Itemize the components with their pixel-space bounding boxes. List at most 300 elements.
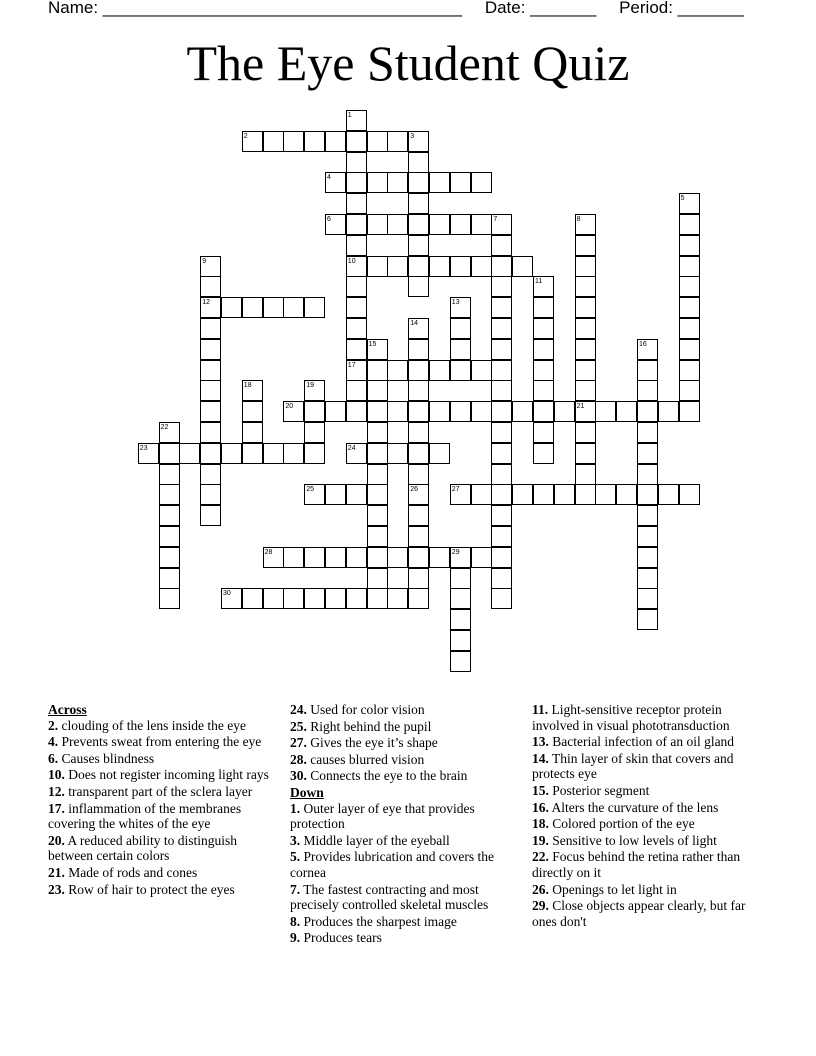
across-heading: Across	[48, 702, 87, 717]
crossword-cell[interactable]	[304, 422, 325, 443]
clue-number-label: 29	[451, 548, 460, 556]
down-clue	[532, 898, 764, 929]
crossword-cell[interactable]	[408, 152, 429, 173]
crossword-cell[interactable]	[533, 360, 554, 381]
crossword-cell[interactable]	[304, 443, 325, 464]
clue-number-label: 15	[368, 340, 377, 348]
crossword-cell[interactable]	[242, 422, 263, 443]
crossword-cell[interactable]	[429, 172, 450, 193]
clue-text: Posterior segment	[548, 782, 650, 798]
crossword-cell[interactable]	[179, 443, 200, 464]
crossword-cell[interactable]	[367, 214, 388, 235]
clue-number: 14.	[532, 750, 549, 766]
across-clue	[48, 882, 273, 898]
crossword-cell[interactable]	[200, 484, 221, 505]
crossword-cell[interactable]	[575, 339, 596, 360]
clue-text: transparent part of the sclera layer	[64, 783, 253, 799]
clue-number: 30.	[290, 768, 307, 784]
crossword-cell[interactable]	[221, 443, 242, 464]
crossword-cell[interactable]	[533, 422, 554, 443]
crossword-cell[interactable]	[637, 609, 658, 630]
crossword-cell[interactable]	[367, 172, 388, 193]
crossword-cell[interactable]	[450, 568, 471, 589]
crossword-cell[interactable]	[595, 401, 616, 422]
crossword-cell[interactable]	[491, 505, 512, 526]
down-clue	[290, 882, 518, 913]
crossword-cell[interactable]	[325, 588, 346, 609]
crossword-cell[interactable]	[429, 214, 450, 235]
crossword-cell[interactable]	[533, 339, 554, 360]
crossword-cell[interactable]	[200, 318, 221, 339]
crossword-cell[interactable]	[346, 235, 367, 256]
crossword-cell[interactable]	[408, 443, 429, 464]
crossword-cell[interactable]	[637, 422, 658, 443]
across-clue	[290, 768, 518, 784]
clue-number: 21.	[48, 864, 65, 880]
clue-text: Outer layer of eye that provides protection	[290, 800, 475, 832]
crossword-cell[interactable]	[679, 401, 700, 422]
crossword-cell[interactable]	[346, 339, 367, 360]
crossword-cell[interactable]	[408, 235, 429, 256]
clue-text: Produces tears	[300, 930, 382, 946]
crossword-cell[interactable]	[346, 588, 367, 609]
clue-number-label: 23	[139, 444, 148, 452]
crossword-cell[interactable]	[283, 297, 304, 318]
clue-number-label: 5	[680, 195, 685, 203]
clue-text: Colored portion of the eye	[548, 816, 695, 832]
clue-number: 20.	[48, 832, 65, 848]
name-field[interactable]: Name: ______________________________________	[48, 0, 463, 17]
crossword-cell[interactable]	[679, 339, 700, 360]
clue-text: Light-sensitive receptor protein involved in visual phototransduction	[532, 702, 730, 733]
crossword-cell[interactable]	[429, 401, 450, 422]
crossword-cell[interactable]	[575, 297, 596, 318]
crossword-cell[interactable]	[491, 401, 512, 422]
crossword-cell[interactable]	[637, 380, 658, 401]
crossword-cell[interactable]	[491, 276, 512, 297]
crossword-cell[interactable]	[554, 401, 575, 422]
crossword-cell[interactable]	[367, 547, 388, 568]
crossword-cell[interactable]	[283, 131, 304, 152]
page-title: The Eye Student Quiz	[186, 35, 630, 91]
clue-number: 19.	[532, 832, 549, 848]
crossword-cell[interactable]	[304, 547, 325, 568]
crossword-cell[interactable]	[450, 609, 471, 630]
crossword-cell[interactable]	[575, 318, 596, 339]
crossword-cell[interactable]	[242, 401, 263, 422]
crossword-cell[interactable]	[346, 172, 367, 193]
clue-text: Used for color vision	[306, 702, 425, 717]
crossword-cell[interactable]	[637, 547, 658, 568]
date-field[interactable]: Date: _______	[484, 0, 597, 17]
crossword-cell[interactable]	[679, 318, 700, 339]
crossword-cell[interactable]	[200, 505, 221, 526]
clue-number-label: 19	[306, 382, 314, 390]
clue-number: 29.	[532, 898, 549, 914]
crossword-cell[interactable]	[450, 630, 471, 651]
clue-number-label: 7	[493, 216, 498, 223]
crossword-cell[interactable]	[387, 256, 408, 277]
crossword-cell[interactable]	[512, 256, 533, 277]
crossword-cell[interactable]	[450, 651, 471, 672]
crossword-cell[interactable]	[658, 484, 679, 505]
clue-number: 26.	[532, 881, 549, 897]
crossword-cell[interactable]	[367, 360, 388, 381]
clue-number-label: 6	[327, 216, 331, 223]
clue-number: 22.	[532, 849, 549, 865]
crossword-cell[interactable]	[575, 276, 596, 297]
crossword-cell[interactable]	[408, 360, 429, 381]
crossword-cell[interactable]	[367, 401, 388, 422]
crossword-cell[interactable]	[575, 443, 596, 464]
clue-column-1	[48, 702, 273, 898]
crossword-cell[interactable]	[679, 276, 700, 297]
crossword-cell[interactable]	[491, 588, 512, 609]
crossword-cell[interactable]	[408, 505, 429, 526]
crossword-cell[interactable]	[491, 464, 512, 485]
crossword-cell[interactable]	[575, 360, 596, 381]
clue-number-label: 18	[243, 382, 252, 390]
clue-text: Made of rods and cones	[64, 864, 198, 880]
crossword-cell[interactable]	[346, 214, 367, 235]
clue-text: Gives the eye it’s shape	[306, 735, 438, 751]
crossword-cell[interactable]	[304, 131, 325, 152]
crossword-cell[interactable]	[491, 568, 512, 589]
clue-number: 17.	[48, 800, 65, 816]
crossword-cell[interactable]	[263, 588, 284, 609]
crossword-cell[interactable]	[346, 131, 367, 152]
crossword-cell[interactable]	[387, 131, 408, 152]
clue-number: 11.	[532, 702, 549, 717]
crossword-cell[interactable]	[533, 380, 554, 401]
crossword-cell[interactable]	[367, 484, 388, 505]
crossword-cell[interactable]	[367, 568, 388, 589]
crossword-cell[interactable]	[533, 401, 554, 422]
clue-number: 9.	[290, 930, 301, 946]
crossword-cell[interactable]	[658, 401, 679, 422]
clue-number: 6.	[48, 750, 59, 766]
crossword-cell[interactable]	[242, 297, 263, 318]
clue-number: 15.	[532, 782, 549, 798]
crossword-cell[interactable]	[325, 401, 346, 422]
crossword-cell[interactable]	[533, 297, 554, 318]
crossword-cell[interactable]	[450, 360, 471, 381]
down-clue	[532, 849, 764, 880]
crossword-cell[interactable]	[595, 484, 616, 505]
clue-number-label: 13	[451, 299, 460, 307]
crossword-cell[interactable]	[637, 505, 658, 526]
crossword-cell[interactable]	[637, 484, 658, 505]
clue-number: 16.	[532, 799, 549, 815]
crossword-cell[interactable]	[408, 422, 429, 443]
crossword-cell[interactable]	[491, 297, 512, 318]
down-clue	[532, 800, 764, 816]
across-clue	[48, 718, 273, 734]
crossword-cell[interactable]	[491, 360, 512, 381]
clue-number-label: 12	[202, 299, 210, 307]
crossword-cell[interactable]	[367, 464, 388, 485]
crossword-cell[interactable]	[200, 422, 221, 443]
clue-number-label: 28	[264, 548, 273, 556]
crossword-cell[interactable]	[512, 401, 533, 422]
clue-text: Sensitive to low levels of light	[548, 832, 717, 848]
crossword-cell[interactable]	[616, 484, 637, 505]
down-clue	[290, 930, 518, 946]
clue-number-label: 24	[347, 444, 356, 452]
crossword-cell[interactable]	[387, 172, 408, 193]
crossword-cell[interactable]	[450, 214, 471, 235]
crossword-cell[interactable]	[346, 318, 367, 339]
across-clue	[48, 734, 273, 750]
across-clue	[290, 752, 518, 768]
crossword-cell[interactable]	[471, 484, 492, 505]
crossword-cell[interactable]	[471, 214, 492, 235]
clue-text: The fastest contracting and most precisely controlled skeletal muscles	[290, 881, 489, 913]
crossword-cell[interactable]	[616, 401, 637, 422]
clue-number: 1.	[290, 800, 301, 816]
clue-number: 7.	[290, 881, 301, 897]
crossword-cell[interactable]	[533, 318, 554, 339]
crossword-cell[interactable]	[491, 526, 512, 547]
crossword-cell[interactable]	[408, 339, 429, 360]
crossword-cell[interactable]	[367, 443, 388, 464]
crossword-cell[interactable]	[408, 172, 429, 193]
crossword-cell[interactable]	[637, 464, 658, 485]
crossword-cell[interactable]	[387, 588, 408, 609]
crossword-cell[interactable]	[637, 568, 658, 589]
crossword-cell[interactable]	[408, 568, 429, 589]
down-clue	[532, 882, 764, 898]
crossword-cell[interactable]	[533, 443, 554, 464]
crossword-cell[interactable]	[408, 401, 429, 422]
clue-number-label: 27	[451, 486, 460, 494]
crossword-cell[interactable]	[283, 588, 304, 609]
crossword-cell[interactable]	[575, 464, 596, 485]
crossword-cell[interactable]	[367, 380, 388, 401]
clue-number-label: 8	[576, 216, 581, 223]
crossword-cell[interactable]	[408, 526, 429, 547]
clue-text: Close objects appear clearly, but far ones don't	[532, 898, 746, 929]
across-clue	[48, 801, 273, 832]
crossword-cell[interactable]	[159, 505, 180, 526]
crossword-cell[interactable]	[512, 484, 533, 505]
across-clue	[48, 751, 273, 767]
crossword-cell[interactable]	[200, 360, 221, 381]
clue-text: Right behind the pupil	[306, 718, 432, 734]
clue-text: Produces the sharpest image	[300, 913, 457, 929]
crossword-cell[interactable]	[637, 526, 658, 547]
crossword-cell[interactable]	[346, 297, 367, 318]
crossword-cell[interactable]	[491, 318, 512, 339]
crossword-cell[interactable]	[429, 360, 450, 381]
clue-number-label: 30	[223, 590, 231, 598]
crossword-cell[interactable]	[346, 193, 367, 214]
crossword-cell[interactable]	[679, 235, 700, 256]
crossword-cell[interactable]	[637, 588, 658, 609]
crossword-cell[interactable]	[159, 588, 180, 609]
across-clue	[290, 735, 518, 751]
crossword-cell[interactable]	[367, 422, 388, 443]
crossword-cell[interactable]	[637, 360, 658, 381]
crossword-cell[interactable]	[200, 380, 221, 401]
across-clue	[290, 702, 518, 718]
clue-number: 8.	[290, 913, 301, 929]
crossword-cell[interactable]	[200, 443, 221, 464]
crossword-cell[interactable]	[471, 256, 492, 277]
crossword-cell[interactable]	[471, 172, 492, 193]
crossword-cell[interactable]	[387, 547, 408, 568]
clue-text: Openings to let light in	[548, 881, 677, 897]
crossword-cell[interactable]	[159, 484, 180, 505]
crossword-cell[interactable]	[491, 339, 512, 360]
clue-text: Thin layer of skin that covers and protects eye	[532, 750, 734, 782]
crossword-cell[interactable]	[408, 380, 429, 401]
clue-text: Row of hair to protect the eyes	[64, 881, 235, 897]
clue-column-2	[290, 702, 518, 947]
crossword-cell[interactable]	[450, 172, 471, 193]
crossword-cell[interactable]	[263, 131, 284, 152]
crossword-cell[interactable]	[200, 464, 221, 485]
crossword-cell[interactable]	[471, 401, 492, 422]
crossword-cell[interactable]	[367, 256, 388, 277]
crossword-cell[interactable]	[304, 401, 325, 422]
crossword-cell[interactable]	[221, 297, 242, 318]
crossword-cell[interactable]	[679, 360, 700, 381]
clue-text: Middle layer of the eyeball	[300, 832, 450, 848]
crossword-cell[interactable]	[679, 256, 700, 277]
clue-number: 4.	[48, 734, 59, 750]
crossword-cell[interactable]	[367, 526, 388, 547]
crossword-cell[interactable]	[283, 443, 304, 464]
period-field[interactable]: Period: _______	[619, 0, 744, 17]
crossword-cell[interactable]	[325, 131, 346, 152]
crossword-cell[interactable]	[491, 235, 512, 256]
crossword-cell[interactable]	[575, 235, 596, 256]
crossword-cell[interactable]	[575, 422, 596, 443]
crossword-cell[interactable]	[304, 588, 325, 609]
across-clue	[48, 784, 273, 800]
crossword-cell[interactable]	[471, 547, 492, 568]
crossword-cell[interactable]	[159, 526, 180, 547]
crossword-cell[interactable]	[304, 297, 325, 318]
crossword-cell[interactable]	[450, 339, 471, 360]
crossword-cell[interactable]	[429, 256, 450, 277]
crossword-cell[interactable]	[200, 276, 221, 297]
crossword-cell[interactable]	[491, 256, 512, 277]
crossword-cell[interactable]	[637, 443, 658, 464]
crossword-cell[interactable]	[450, 588, 471, 609]
crossword-cell[interactable]	[387, 443, 408, 464]
crossword-cell[interactable]	[575, 484, 596, 505]
crossword-cell[interactable]	[408, 464, 429, 485]
clue-text: inflammation of the membranes covering the whites of the eye	[48, 800, 242, 832]
crossword-cell[interactable]	[242, 443, 263, 464]
crossword-cell[interactable]	[408, 547, 429, 568]
clue-text: clouding of the lens inside the eye	[58, 717, 246, 733]
down-clue	[532, 751, 764, 782]
crossword-cell[interactable]	[263, 297, 284, 318]
crossword-cell[interactable]	[491, 547, 512, 568]
crossword-cell[interactable]	[346, 401, 367, 422]
crossword-cell[interactable]	[471, 360, 492, 381]
crossword-cell[interactable]	[346, 484, 367, 505]
clue-number: 12.	[48, 783, 65, 799]
down-clue	[532, 734, 764, 750]
clue-number: 10.	[48, 767, 65, 783]
clue-number-label: 25	[306, 486, 314, 494]
crossword-cell[interactable]	[263, 443, 284, 464]
crossword-cell[interactable]	[367, 505, 388, 526]
crossword-cell[interactable]	[346, 276, 367, 297]
crossword-cell[interactable]	[491, 484, 512, 505]
clue-text: Alters the curvature of the lens	[548, 799, 719, 815]
crossword-cell[interactable]	[533, 484, 554, 505]
crossword-cell[interactable]	[283, 547, 304, 568]
crossword-cell[interactable]	[554, 484, 575, 505]
down-clue	[290, 801, 518, 832]
crossword-cell[interactable]	[450, 401, 471, 422]
clue-number-label: 3	[410, 132, 415, 140]
crossword-cell[interactable]	[159, 547, 180, 568]
crossword-cell[interactable]	[200, 401, 221, 422]
crossword-cell[interactable]	[387, 401, 408, 422]
crossword-cell[interactable]	[346, 380, 367, 401]
down-clue	[532, 783, 764, 799]
crossword-cell[interactable]	[429, 443, 450, 464]
clue-number-label: 22	[160, 424, 169, 431]
crossword-cell[interactable]	[429, 547, 450, 568]
clue-number-label: 14	[410, 320, 418, 327]
crossword-cell[interactable]	[408, 214, 429, 235]
crossword-cell[interactable]	[387, 214, 408, 235]
crossword-cell[interactable]	[679, 214, 700, 235]
crossword-cell[interactable]	[367, 131, 388, 152]
crossword-cell[interactable]	[491, 443, 512, 464]
crossword-cell[interactable]	[159, 568, 180, 589]
clue-text: Does not register incoming light rays	[64, 767, 269, 783]
crossword-cell[interactable]	[346, 152, 367, 173]
clue-text: A reduced ability to distinguish between certain colors	[48, 832, 237, 864]
crossword-cell[interactable]	[679, 380, 700, 401]
crossword-cell[interactable]	[159, 443, 180, 464]
crossword-cell[interactable]	[491, 380, 512, 401]
crossword-cell[interactable]	[346, 547, 367, 568]
crossword-cell[interactable]	[491, 422, 512, 443]
crossword-cell[interactable]	[325, 484, 346, 505]
crossword-cell[interactable]	[408, 193, 429, 214]
crossword-cell[interactable]	[242, 588, 263, 609]
crossword-cell[interactable]	[575, 380, 596, 401]
crossword-cell[interactable]	[450, 318, 471, 339]
crossword-cell[interactable]	[575, 256, 596, 277]
crossword-cell[interactable]	[450, 256, 471, 277]
down-clue	[290, 914, 518, 930]
across-clue	[48, 865, 273, 881]
crossword-cell[interactable]	[679, 484, 700, 505]
clue-number-label: 2	[243, 132, 248, 140]
crossword-cell[interactable]	[408, 276, 429, 297]
crossword-cell[interactable]	[679, 297, 700, 318]
clue-text: Provides lubrication and covers the cornea	[290, 849, 494, 880]
crossword-cell[interactable]	[325, 547, 346, 568]
crossword-cell[interactable]	[387, 360, 408, 381]
crossword-cell[interactable]	[408, 256, 429, 277]
crossword-cell[interactable]	[637, 401, 658, 422]
crossword-cell[interactable]	[367, 588, 388, 609]
crossword-cell[interactable]	[200, 339, 221, 360]
crossword-cell[interactable]	[159, 464, 180, 485]
crossword-cell[interactable]	[408, 588, 429, 609]
